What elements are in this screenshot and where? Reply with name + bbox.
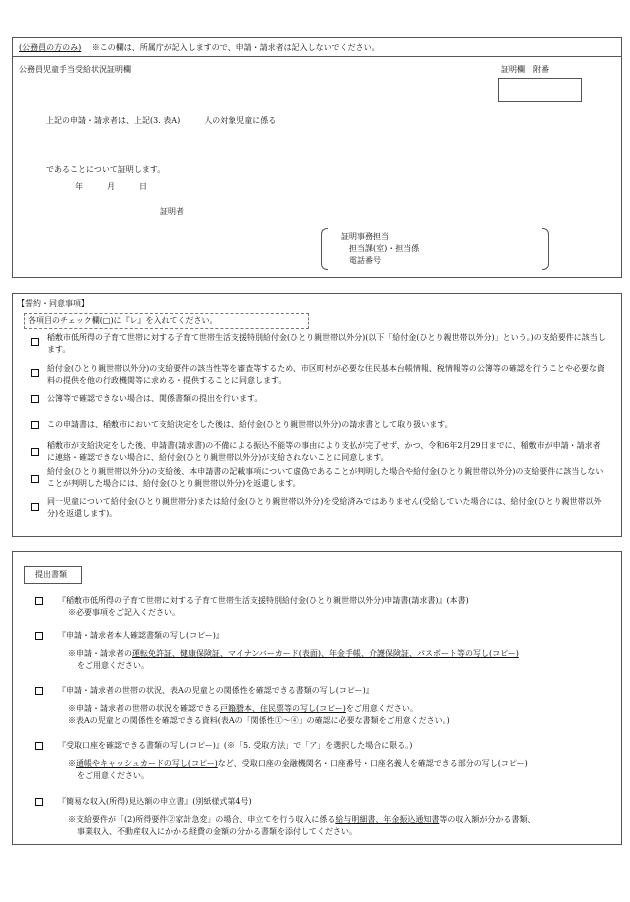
consent-checkbox-6[interactable] [31, 475, 39, 483]
document-checkbox-1[interactable] [35, 597, 43, 605]
consent-checkbox-5[interactable] [31, 448, 39, 456]
document-note-3: ※申請・請求者の世帯の状況を確認できる戸籍謄本、住民票等の写し(コピー)をご用意ください。 [68, 704, 418, 713]
consent-instruction: 各項目のチェック欄(□)に『レ』を入れてください。 [28, 316, 218, 325]
document-checkbox-2[interactable] [35, 632, 43, 640]
certifier-label: 証明者 [160, 207, 184, 216]
consent-item-5: 稲敷市が支給決定をした後、申請書(請求書)の不備による振込不能等の事由により支払が完了せず、かつ、令和6年2月29日までに、稲敷市が申請・請求者に連絡・確認できない場合に、給付金(ひとり親世帯以外分)が支給されないことに同意します。 [47, 441, 601, 462]
document-note-5b: 事業収入、不動産収入にかかる経費の金額の分かる書類を添付してください。 [77, 827, 357, 836]
document-checkbox-3[interactable] [35, 687, 43, 695]
cert-number-label: 証明欄 附番 [501, 65, 549, 74]
consent-checkbox-1[interactable] [31, 338, 39, 346]
document-note-3b: ※表Aの児童との関係性を確認できる資料(表Aの「関係性①～④」の確認に必要な書類をご用意ください。) [68, 716, 450, 725]
date-line: 年 月 日 [75, 182, 147, 191]
contact-dept: 担当課(室)・担当係 [349, 244, 420, 253]
document-note-5: ※支給要件が「(2)所得要件②家計急変」の場合、申立てを行う収入に係る給与明細書、年金振込通知書等の収入額が分かる書類、 [68, 815, 536, 824]
consent-checkbox-2[interactable] [31, 369, 39, 377]
consent-item-4: この申請書は、稲敷市において支給決定をした後は、給付金(ひとり親世帯以外分)の請求書として取り扱います。 [47, 420, 453, 429]
document-checkbox-5[interactable] [35, 798, 43, 806]
consent-checkbox-3[interactable] [31, 395, 39, 403]
consent-item-7: 同一児童について給付金(ひとり親世帯分)または給付金(ひとり親世帯以外分)を受給済みではありません(受給していた場合には、給付金(ひとり親世帯以外分)を返還します)。 [47, 497, 602, 518]
documents-section [12, 551, 622, 845]
official-header-label: (公務員の方のみ) [19, 43, 82, 52]
contact-box [321, 228, 549, 270]
certification-statement-1: 上記の申請・請求者は、上記(3. 表A) 人の対象児童に係る [46, 116, 277, 125]
contact-title: 証明事務担当 [341, 232, 389, 241]
official-section-title: 公務員児童手当受給状況証明欄 [19, 65, 131, 74]
contact-phone: 電話番号 [349, 256, 381, 265]
document-title-2: 『申請・請求者本人確認書類の写し(コピー)』 [58, 631, 224, 640]
document-title-1: 『稲敷市低所得の子育て世帯に対する子育て世帯生活支援特別給付金(ひとり親世帯以外分)申請書(請求書)』(本書) [58, 596, 469, 605]
consent-checkbox-4[interactable] [31, 421, 39, 429]
certification-statement-2: であることについて証明します。 [46, 165, 166, 174]
consent-section [12, 293, 622, 537]
document-note-2b: をご用意ください。 [77, 661, 149, 670]
cert-number-field[interactable] [498, 78, 582, 102]
official-certification-section [12, 37, 622, 278]
official-header [19, 42, 380, 54]
document-note-4b: をご用意ください。 [77, 771, 149, 780]
consent-item-2: 給付金(ひとり親世帯以外分)の支給要件の該当性等を審査等するため、市区町村が必要な住民基本台帳情報、税情報等の公簿等の確認を行うことや必要な資料の提供を他の行政機関等に求める・提供することに同意します。 [47, 364, 605, 385]
document-title-4: 『受取口座を確認できる書類の写し(コピー)』(※「5. 受取方法」で「ア」を選択した場合に限る。) [58, 741, 413, 750]
consent-item-1: 稲敷市低所得の子育て世帯に対する子育て世帯生活支援特別給付金(ひとり親世帯以外分)(以下「給付金(ひとり親世帯以外分)」という。)の支給要件に該当します。 [47, 333, 606, 354]
document-checkbox-4[interactable] [35, 742, 43, 750]
documents-title: 提出書類 [35, 570, 67, 579]
consent-item-6: 給付金(ひとり親世帯以外分)の支給後、本申請書の記載事項について虚偽であることが判明した場合や給付金(ひとり親世帯以外分)の支給要件に該当しないことが判明した場合には、給付金(ひとり親世帯以外分)を返還します。 [47, 467, 604, 488]
consent-checkbox-7[interactable] [31, 503, 39, 511]
document-title-3: 『申請・請求者の世帯の状況、表Aの児童との関係性を確認できる書類の写し(コピー)』 [58, 686, 374, 695]
document-note-1: ※必要事項をご記入ください。 [68, 608, 180, 617]
consent-title: 【誓約・同意事項】 [17, 299, 89, 308]
document-note-2: ※申請・請求者の運転免許証、健康保険証、マイナンバーカード(表面)、年金手帳、介護保険証、パスポート等の写し(コピー) [68, 649, 519, 658]
document-title-5: 『簡易な収入(所得)見込額の申立書』(別紙様式第4号) [58, 797, 252, 806]
document-note-4: ※通帳やキャッシュカードの写し(コピー)など、受取口座の金融機関名・口座番号・口座名義人を確認できる部分の写し(コピー) [68, 759, 528, 768]
divider [13, 56, 621, 57]
consent-item-3: 公簿等で確認できない場合は、関係書類の提出を行います。 [47, 394, 263, 403]
official-header-note: ※この欄は、所属庁が記入しますので、申請・請求者は記入しないでください。 [91, 43, 380, 52]
